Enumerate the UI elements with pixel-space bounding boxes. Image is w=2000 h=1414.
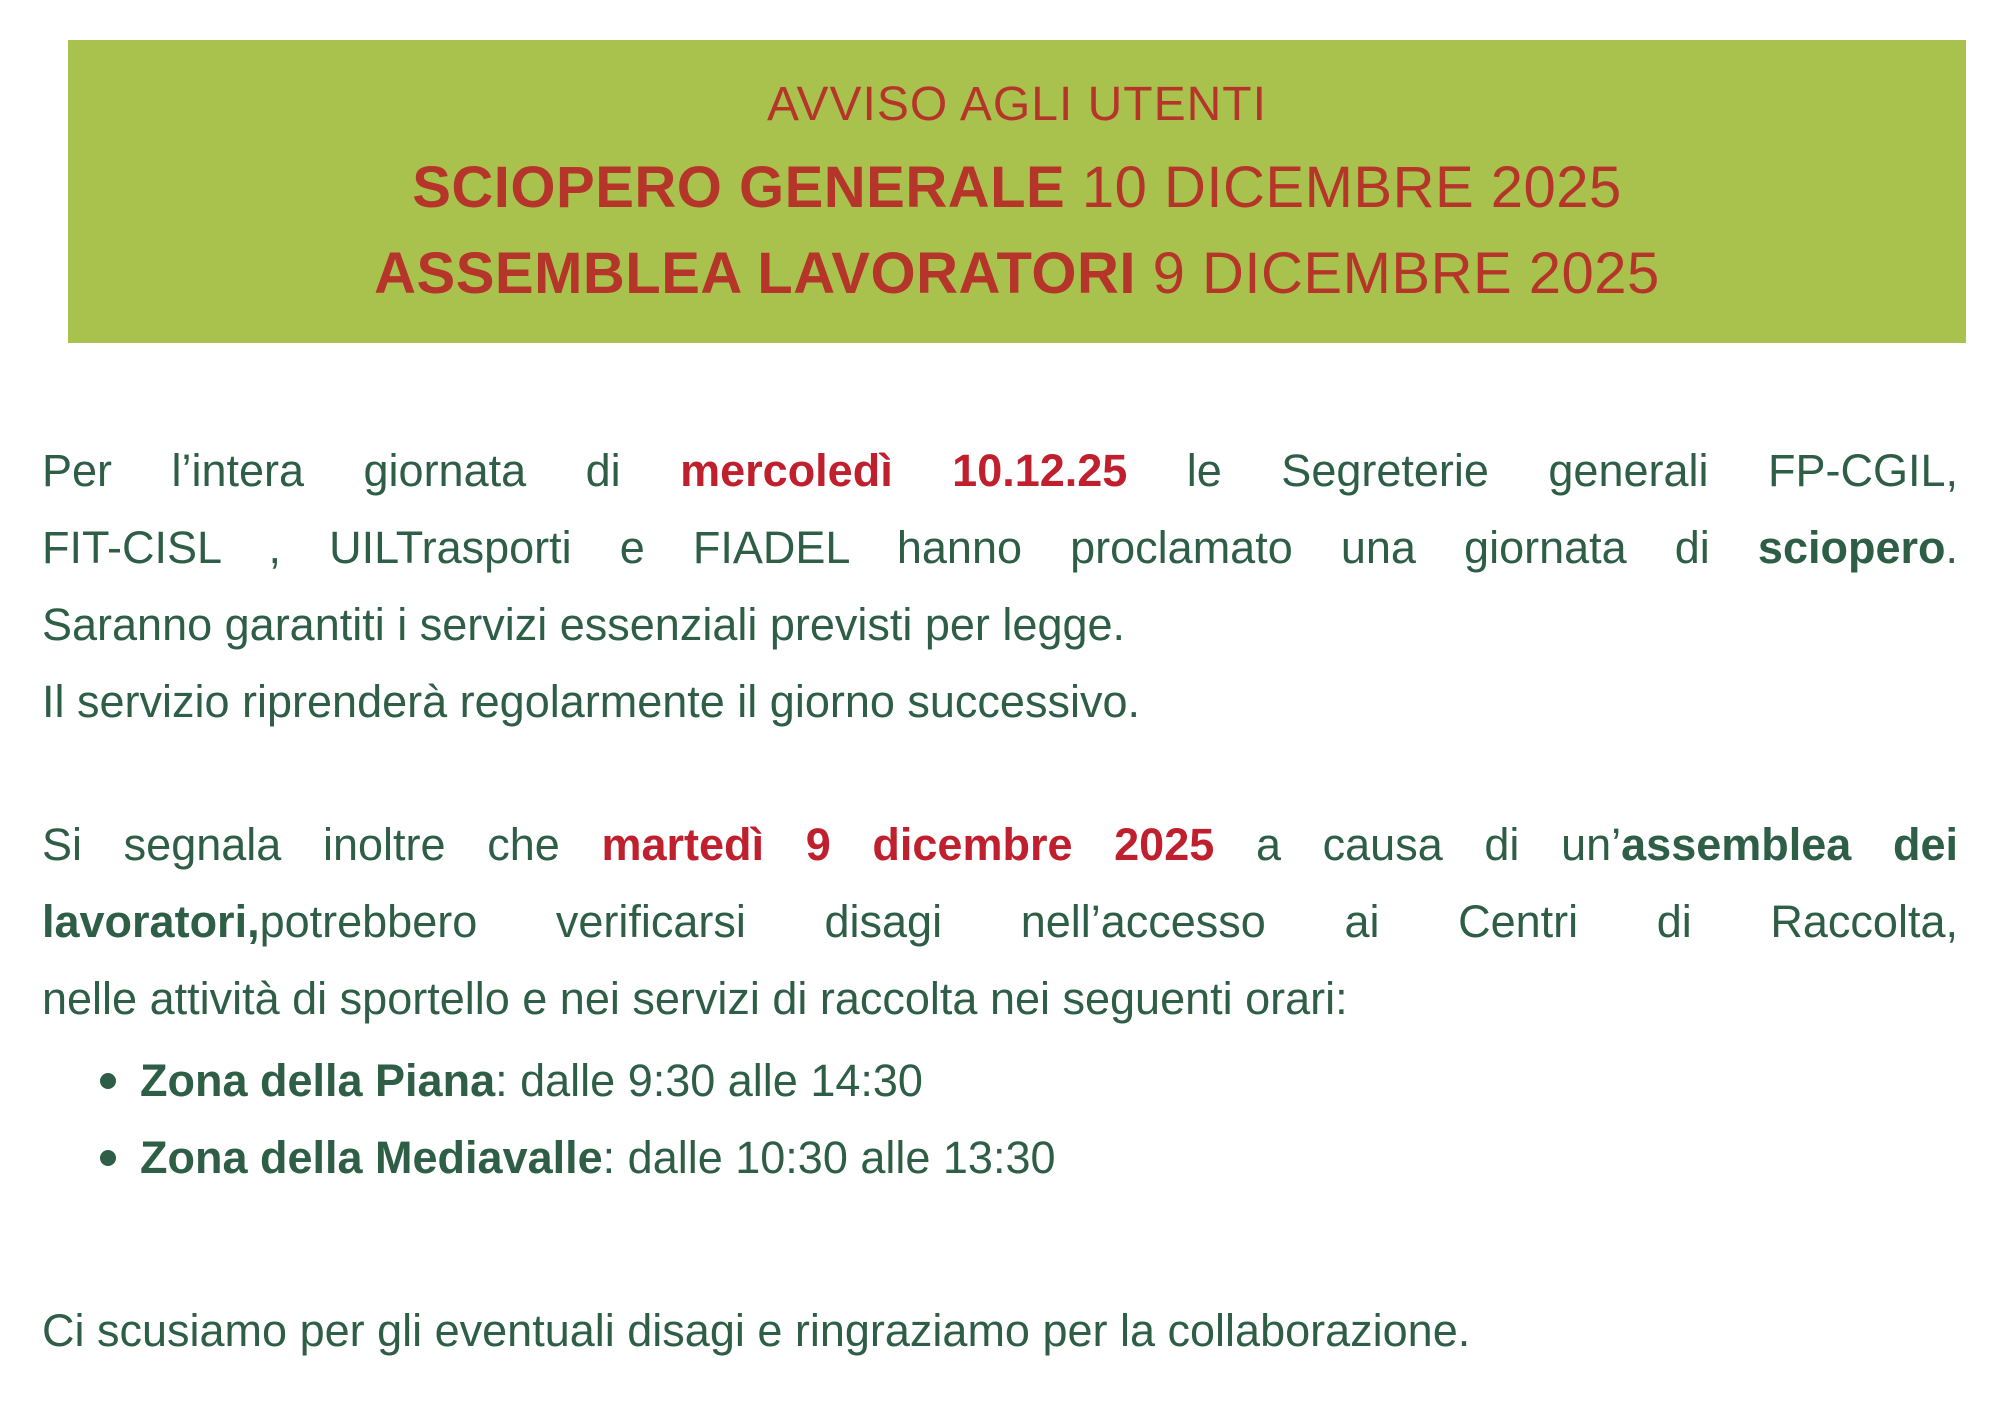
list-item-zona-mediavalle — [42, 1119, 1958, 1196]
zone-name: Zona della Piana — [140, 1055, 496, 1106]
assembly-line1-a: Si segnala inoltre che — [42, 819, 602, 870]
strike-line1-b: le Segreterie generali FP-CGIL, — [1127, 445, 1958, 496]
assembly-keyword-a: assemblea dei — [1621, 819, 1959, 870]
assembly-line-3: nelle attività di sportello e nei servizi di raccolta nei seguenti orari: — [42, 973, 1348, 1024]
strike-date-highlight: mercoledì 10.12.25 — [680, 445, 1128, 496]
assembly-date-highlight: martedì 9 dicembre 2025 — [601, 819, 1215, 870]
banner-subtitle-strike — [68, 145, 1966, 231]
assembly-line2-a: potrebbero verificarsi disagi nell’accesso ai Centri di Raccolta, — [259, 896, 1958, 947]
banner-assembly-label: ASSEMBLEA LAVORATORI — [374, 241, 1137, 306]
banner-title: AVVISO AGLI UTENTI — [767, 78, 1267, 131]
assembly-line-1 — [42, 806, 1958, 883]
schedule-list — [42, 1042, 1958, 1196]
closing-line: Ci scusiamo per gli eventuali disagi e ringraziamo per la collaborazione. — [42, 1305, 1471, 1356]
banner-subtitle-assembly — [68, 231, 1966, 317]
strike-line-3: Saranno garantiti i servizi essenziali previsti per legge. — [42, 599, 1126, 650]
list-item-zona-piana — [42, 1042, 1958, 1119]
strike-line2-a: FIT-CISL , UILTrasporti e FIADEL hanno proclamato una giornata di — [42, 522, 1758, 573]
assembly-line1-b: a causa di un’ — [1214, 819, 1622, 870]
bullet-icon — [100, 1073, 116, 1089]
strike-line1-a: Per l’intera giornata di — [42, 445, 681, 496]
banner-strike-date: 10 DICEMBRE 2025 — [1065, 155, 1622, 220]
paragraph-strike — [42, 432, 1958, 740]
assembly-line-2 — [42, 883, 1958, 960]
strike-line-1 — [42, 432, 1958, 509]
strike-line-4: Il servizio riprenderà regolarmente il giorno successivo. — [42, 676, 1140, 727]
bullet-icon — [100, 1150, 116, 1166]
strike-line-2 — [42, 509, 1958, 586]
notice-banner — [68, 40, 1966, 343]
zone-hours: : dalle 10:30 alle 13:30 — [602, 1132, 1056, 1183]
strike-keyword: sciopero — [1757, 522, 1946, 573]
assembly-keyword-b: lavoratori, — [42, 896, 260, 947]
zone-name: Zona della Mediavalle — [140, 1132, 603, 1183]
paragraph-assembly — [42, 806, 1958, 1037]
banner-assembly-date: 9 DICEMBRE 2025 — [1136, 241, 1660, 306]
banner-strike-label: SCIOPERO GENERALE — [412, 155, 1066, 220]
strike-line2-b: . — [1945, 522, 1958, 573]
zone-hours: : dalle 9:30 alle 14:30 — [495, 1055, 923, 1106]
